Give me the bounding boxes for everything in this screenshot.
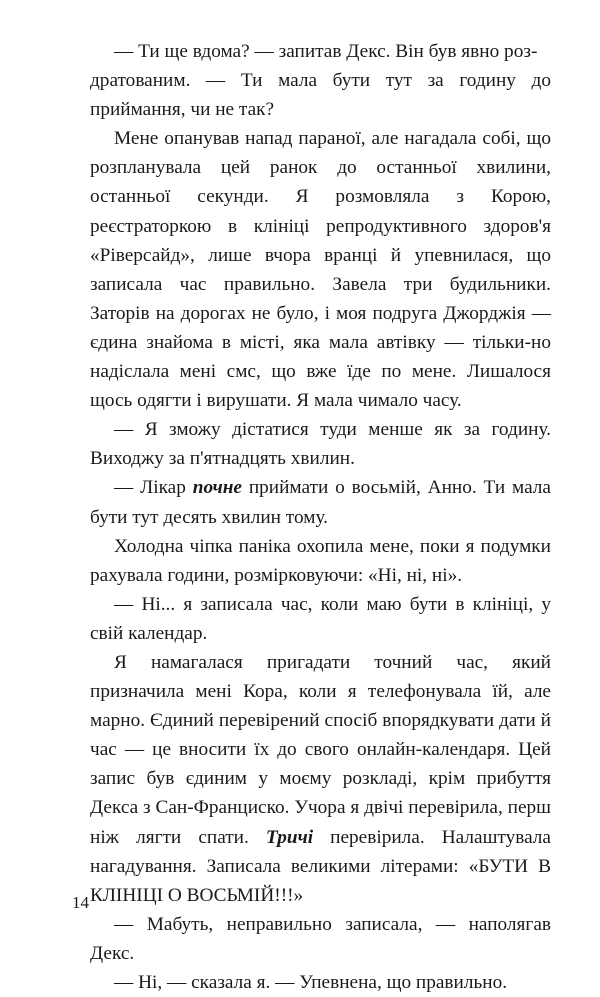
paragraph-3: — Я зможу дістатися туди менше як за годину. Виходжу за п'ятнадцять хвилин.	[90, 419, 551, 470]
paragraph-9: — Ні, — сказала я. — Упевнена, що правильно.	[114, 972, 508, 993]
page-body	[90, 37, 551, 997]
paragraph-1-line-1: — Ти ще вдома? — запитав Декс. Він був явно роз-	[114, 41, 538, 62]
paragraph-7-lead: Я намагалася пригадати точний час, який призначила мені Кора, коли я телефонувала їй, але марно. Єдиний перевірений спосіб впорядкувати дати й час — це вносити їх до свого онлайн-календаря. Цей запис був єдиним у моєму розкладі, крім прибуття Декса з Сан-Франциско. Учора я двічі перевірила, перш ніж лягти спати.	[90, 651, 551, 848]
paragraph-7-rest: перевірила. Налаштувала нагадування. Записала великими літерами: «БУТИ В КЛІНІЦІ О ВОСЬМІЙ!!!»	[90, 826, 551, 906]
paragraph-4	[90, 473, 551, 531]
paragraph-8: — Мабуть, неправильно записала, — наполягав Декс.	[90, 913, 551, 964]
paragraph-1-line-2: дратованим. — Ти мала бути тут за годину до приймання, чи не так?	[90, 70, 551, 121]
paragraph-1	[90, 37, 551, 124]
paragraph-5: Холодна чіпка паніка охопила мене, поки я подумки рахувала години, розмірковуючи: «Ні, ні, ні».	[90, 535, 551, 586]
page-number: 14	[72, 893, 89, 912]
paragraph-6: — Ні... я записала час, коли маю бути в клініці, у свій календар.	[90, 593, 551, 644]
paragraph-4-lead: — Лікар	[114, 477, 193, 499]
paragraph-4-rest: приймати о восьмій, Анно. Ти мала бути тут десять хвилин тому.	[90, 477, 551, 528]
paragraph-7-emphasis: Тричі	[265, 826, 314, 848]
paragraph-2: Мене опанував напад параної, але нагадала собі, що розпланувала цей ранок до останньої хвилини, останньої секунди. Я розмовляла з Корою, реєстраторкою в клініці репродуктивного здоров'я «Ріверсайд», лише вчора вранці й упевнилася, що записала час правильно. Завела три будильники. Заторів на дорогах не було, і моя подруга Джорджія — єдина знайома в місті, яка мала автівку — тільки-но надіслала мені смс, що вже їде по мене. Лишалося щось одягти і вирушати. Я мала чимало часу.	[90, 128, 551, 412]
paragraph-7	[90, 648, 551, 910]
paragraph-4-emphasis: почне	[192, 477, 242, 499]
